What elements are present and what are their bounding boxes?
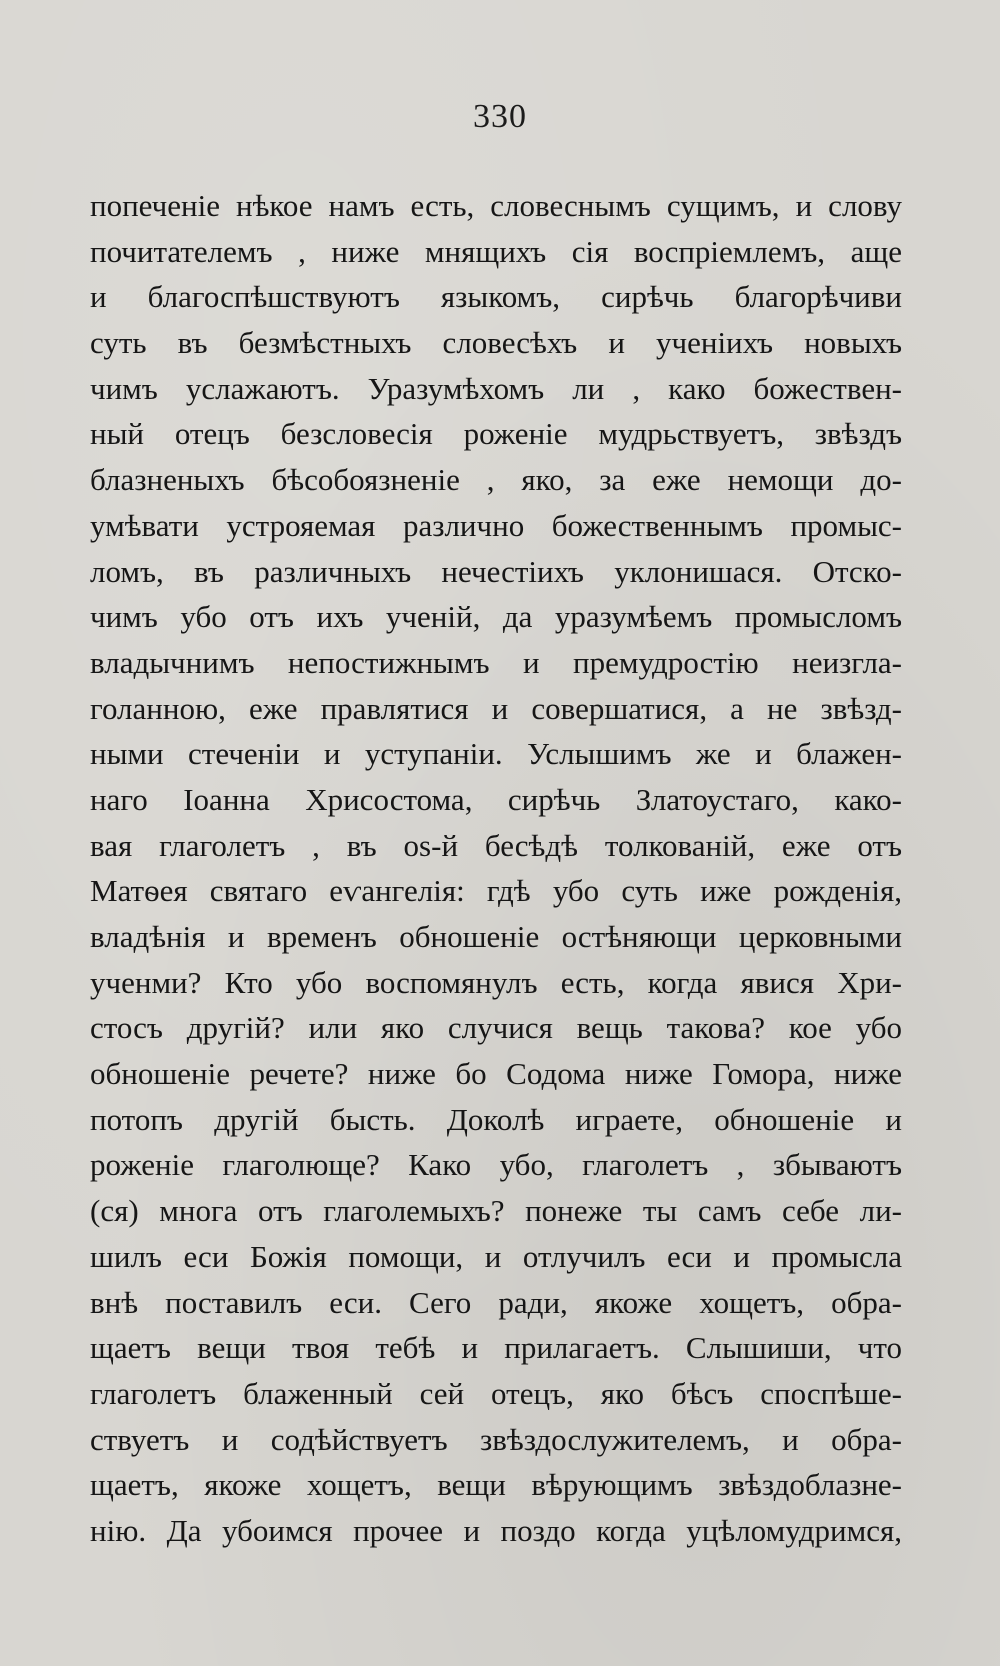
text-line: (ся) многа отъ глаголемыхъ? понеже ты самъ себе ли- [90,1193,902,1229]
text-line: роженіе глаголюще? Како убо, глаголетъ , збываютъ [90,1147,902,1183]
text-line: потопъ другій бысть. Доколѣ играете, обношеніе и [90,1101,902,1137]
text-line: глаголетъ блаженный сей отецъ, яко бѣсъ споспѣше- [90,1375,902,1411]
text-line: чимъ убо отъ ихъ ученій, да уразумѣемъ промысломъ [90,599,902,635]
text-line: вая глаголетъ , въ оѕ-й бесѣдѣ толкованій, еже отъ [90,827,902,863]
text-line: владѣнія и временъ обношеніе остѣняющи церковными [90,919,902,954]
text-line: и благоспѣшствуютъ языкомъ, сирѣчь благорѣчиви [90,279,902,315]
text-line: голанною, еже правлятися и совершатися, а не звѣзд- [90,690,902,726]
text-line: ными стеченіи и уступаніи. Услышимъ же и блажен- [90,736,902,772]
text-line: чимъ услажаютъ. Уразумѣхомъ ли , како божествен- [90,370,902,406]
text-line: блазненыхъ бѣсобоязненіе , яко, за еже немощи до- [90,462,902,498]
text-line: нію. Да убоимся прочее и поздо когда уцѣломудримся, [90,1512,902,1548]
text-line: щаетъ, якоже хощетъ, вещи вѣрующимъ звѣздоблазне- [90,1467,902,1503]
text-line: ный отецъ безсловесія роженіе мудрьствуетъ, звѣздъ [90,416,902,452]
text-line: ломъ, въ различныхъ нечестіихъ уклонишася. Отско- [90,553,902,589]
text-line: ствуетъ и содѣйствуетъ звѣздослужителемъ, и обра- [90,1421,902,1457]
text-line: внѣ поставилъ еси. Сего ради, якоже хощетъ, обра- [90,1284,902,1320]
text-line: шилъ еси Божія помощи, и отлучилъ еси и промысла [90,1238,902,1274]
text-line: Матѳея святаго еѵангелія: гдѣ убо суть иже рожденія, [90,873,902,909]
text-line: суть въ безмѣстныхъ словесѣхъ и ученіихъ новыхъ [90,325,902,361]
text-line: владычнимъ непостижнымъ и премудростію неизгла- [90,644,902,680]
text-line: наго Іоанна Хрисостома, сирѣчь Златоустаго, како- [90,781,902,817]
text-line: стосъ другій? или яко случися вещь такова? кое убо [90,1010,902,1046]
body-text [90,183,902,1554]
text-line: попеченіе нѣкое намъ есть, словеснымъ сущимъ, и слову [90,188,902,223]
text-line: умѣвати устрояемая различно божественнымъ промыс- [90,507,902,543]
text-line: щаетъ вещи твоя тебѣ и прилагаетъ. Слышиши, что [90,1330,902,1366]
text-line: обношеніе речете? ниже бо Содома ниже Гомора, ниже [90,1056,902,1092]
page-number: 330 [473,98,527,135]
text-line: почитателемъ , ниже мнящихъ сія воспріемлемъ, аще [90,233,902,269]
text-line: ученми? Кто убо воспомянулъ есть, когда явися Хри- [90,964,902,1000]
